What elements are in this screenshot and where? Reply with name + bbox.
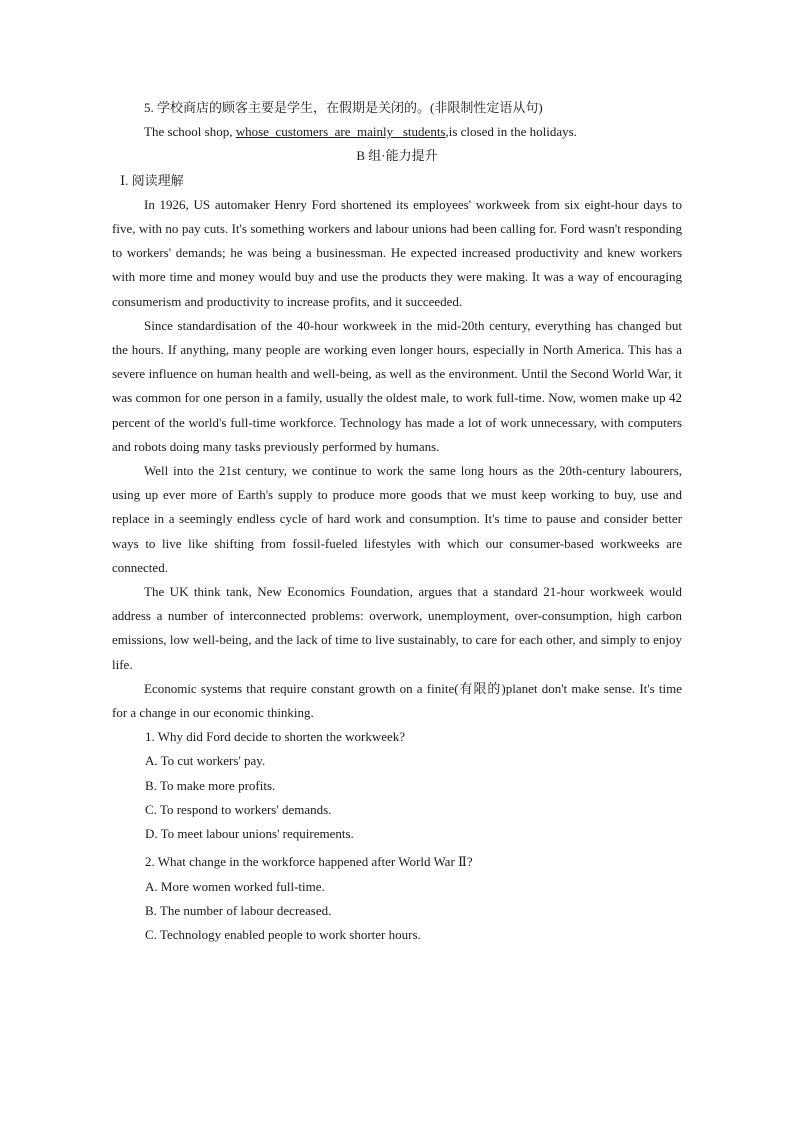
question-2-stem: 2. What change in the workforce happened after World War Ⅱ?: [145, 854, 473, 870]
item-5-answer-line: [112, 120, 682, 144]
part-i-title: Ⅰ. 阅读理解: [120, 172, 184, 188]
passage-paragraph-4: The UK think tank, New Economics Foundation, argues that a standard 21-hour workweek would address a number of interconnected problems: overwork, unemployment, over-consumption, high carbon emissions, low well-being, and the lack of time to live sustainably, to care for each other, and simply to enjoy life.: [112, 584, 682, 672]
passage-paragraph-1: In 1926, US automaker Henry Ford shortened its employees' workweek from six eight-hour days to five, with no pay cuts. It's something workers and labour unions had been calling for. Ford wasn't responding to workers' demands; he was being a businessman. He expected increased productivity and knew workers with more time and money would buy and use the products they were making. It was a way of encouraging consumerism and productivity to increase profits, and it succeeded.: [112, 196, 682, 309]
question-2-option-b: B. The number of labour decreased.: [145, 902, 332, 918]
question-1-option-c: C. To respond to workers' demands.: [145, 801, 332, 817]
item-5-prompt: 5. 学校商店的顾客主要是学生，在假期是关闭的。(非限制性定语从句): [144, 100, 543, 115]
question-1-option-a: A. To cut workers' pay.: [145, 753, 266, 769]
item-5-answer-blank: whose_customers_are_mainly _students: [235, 124, 446, 140]
question-1-stem: 1. Why did Ford decide to shorten the workweek?: [145, 729, 406, 745]
worksheet-page: [112, 96, 682, 947]
question-1-option-b: B. To make more profits.: [145, 777, 276, 793]
question-2-option-c: C. Technology enabled people to work shorter hours.: [145, 926, 421, 942]
item-5-answer-prefix: The school shop,: [144, 124, 236, 140]
item-5-answer-suffix: ,is closed in the holidays.: [445, 124, 577, 140]
question-1: [112, 725, 682, 846]
section-b-title: B 组·能力提升: [356, 148, 438, 164]
question-2-option-a: A. More women worked full-time.: [145, 878, 325, 894]
reading-passage: [112, 193, 682, 725]
passage-paragraph-3: Well into the 21st century, we continue to work the same long hours as the 20th-century labourers, using up ever more of Earth's supply to produce more goods that we must keep working to buy, use and replace in a seemingly endless cycle of hard work and consumption. It's time to pause and consider better ways to live like shifting from fossil-fueled lifestyles with which our consumer-based workweeks are connected.: [112, 463, 682, 575]
passage-paragraph-5: Economic systems that require constant growth on a finite(有限的)planet don't make sense. It's time for a change in our economic thinking.: [112, 680, 682, 721]
question-1-option-d: D. To meet labour unions' requirements.: [145, 826, 354, 842]
question-2: [112, 850, 682, 947]
passage-paragraph-2: Since standardisation of the 40-hour workweek in the mid-20th century, everything has changed but the hours. If anything, many people are working even longer hours, especially in North America. This has a severe influence on human health and well-being, as well as the environment. Until the Second World War, it was common for one person in a family, usually the oldest male, to work full-time. Now, women make up 42 percent of the world's full-time workforce. Technology has made a lot of work unnecessary, with computers and robots doing many tasks previously performed by humans.: [112, 317, 682, 454]
